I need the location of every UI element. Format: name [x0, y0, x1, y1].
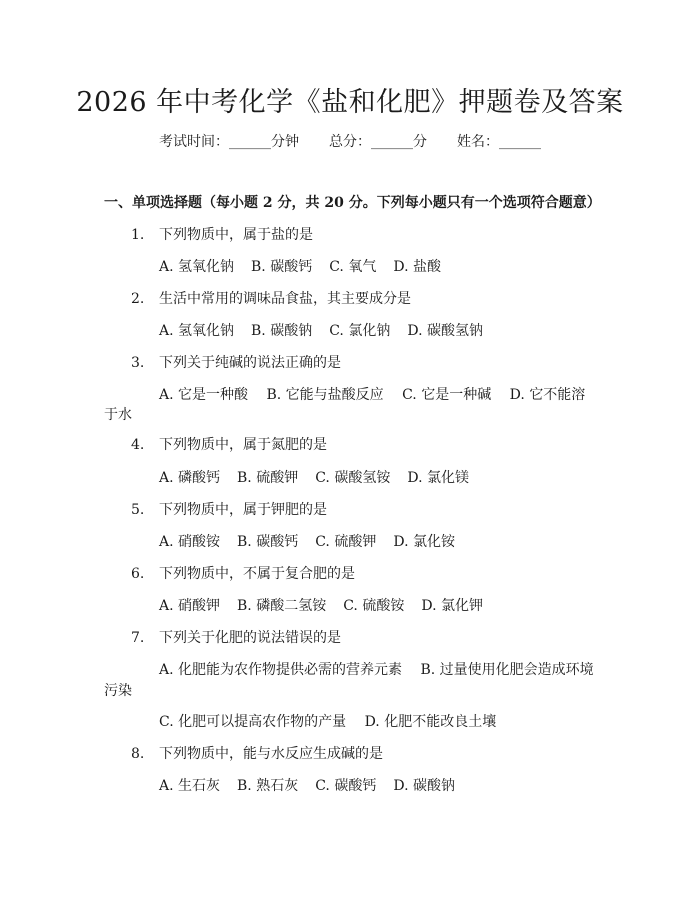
option-b: B. 磷酸二氢铵 — [237, 598, 327, 614]
question-5 — [131, 499, 327, 519]
question-text: 下列关于纯碱的说法正确的是 — [159, 355, 341, 371]
exam-meta — [0, 131, 700, 151]
question-8-options — [159, 775, 472, 795]
option-d: D. 盐酸 — [393, 259, 441, 275]
question-text: 下列物质中，不属于复合肥的是 — [159, 566, 355, 582]
student-name-field: 姓名：______ — [457, 134, 541, 150]
question-text: 下列物质中，属于氮肥的是 — [159, 437, 327, 453]
question-text: 下列物质中，属于盐的是 — [159, 227, 313, 243]
question-2-options — [159, 320, 500, 340]
question-1 — [131, 224, 313, 244]
exam-title: 2026 年中考化学《盐和化肥》押题卷及答案 — [76, 87, 624, 118]
question-text: 下列关于化肥的说法错误的是 — [159, 630, 341, 646]
question-number: 8. — [131, 746, 145, 762]
option-d: D. 氯化钾 — [421, 598, 483, 614]
question-number: 1. — [131, 227, 145, 243]
total-score-field: 总分：______分 — [329, 134, 427, 150]
question-number: 4. — [131, 437, 145, 453]
option-d: D. 碳酸钠 — [393, 778, 455, 794]
option-d: D. 碳酸氢钠 — [407, 323, 483, 339]
option-b: B. 熟石灰 — [237, 778, 299, 794]
option-c: C. 碳酸氢铵 — [315, 470, 391, 486]
question-text: 生活中常用的调味品食盐，其主要成分是 — [159, 291, 411, 307]
question-7-options-wrap: 污染 — [104, 683, 132, 699]
option-d: D. 氯化镁 — [407, 470, 469, 486]
option-c: C. 氧气 — [329, 259, 377, 275]
option-c: C. 硫酸钾 — [315, 534, 377, 550]
option-d: D. 氯化铵 — [393, 534, 455, 550]
option-b: B. 碳酸钙 — [251, 259, 313, 275]
question-6-options — [159, 595, 500, 615]
question-text: 下列物质中，属于钾肥的是 — [159, 502, 327, 518]
question-4-options — [159, 467, 486, 487]
option-c: C. 氯化钠 — [329, 323, 391, 339]
question-number: 6. — [131, 566, 145, 582]
question-7-options-second-row: C. 化肥可以提高农作物的产量 D. 化肥不能改良土壤 — [159, 714, 497, 730]
option-b: B. 碳酸钠 — [251, 323, 313, 339]
option-c: C. 硫酸铵 — [343, 598, 405, 614]
option-a: A. 磷酸钙 — [159, 470, 221, 486]
option-a: A. 硝酸铵 — [159, 534, 221, 550]
question-text: 下列物质中，能与水反应生成碱的是 — [159, 746, 383, 762]
question-4 — [131, 434, 327, 454]
question-number: 3. — [131, 355, 145, 371]
option-a: A. 氢氧化钠 — [159, 259, 235, 275]
question-5-options — [159, 531, 472, 551]
question-7 — [131, 627, 341, 647]
option-b: B. 硫酸钾 — [237, 470, 299, 486]
question-number: 7. — [131, 630, 145, 646]
option-c: C. 碳酸钙 — [315, 778, 377, 794]
question-6 — [131, 563, 355, 583]
question-2 — [131, 288, 411, 308]
option-a: A. 氢氧化钠 — [159, 323, 235, 339]
option-a: A. 生石灰 — [159, 778, 221, 794]
question-8 — [131, 743, 383, 763]
question-3-options: A. 它是一种酸 B. 它能与盐酸反应 C. 它是一种碱 D. 它不能溶 — [159, 387, 586, 403]
question-3 — [131, 352, 341, 372]
option-a: A. 硝酸钾 — [159, 598, 221, 614]
option-b: B. 碳酸钙 — [237, 534, 299, 550]
question-3-options-wrap: 于水 — [104, 407, 132, 423]
question-number: 5. — [131, 502, 145, 518]
question-1-options — [159, 256, 458, 276]
question-number: 2. — [131, 291, 145, 307]
question-7-options: A. 化肥能为农作物提供必需的营养元素 B. 过量使用化肥会造成环境 — [159, 662, 594, 678]
exam-time-field: 考试时间：______分钟 — [159, 134, 299, 150]
section-heading: 一、单项选择题（每小题 2 分，共 20 分。下列每小题只有一个选项符合题意） — [104, 195, 601, 211]
